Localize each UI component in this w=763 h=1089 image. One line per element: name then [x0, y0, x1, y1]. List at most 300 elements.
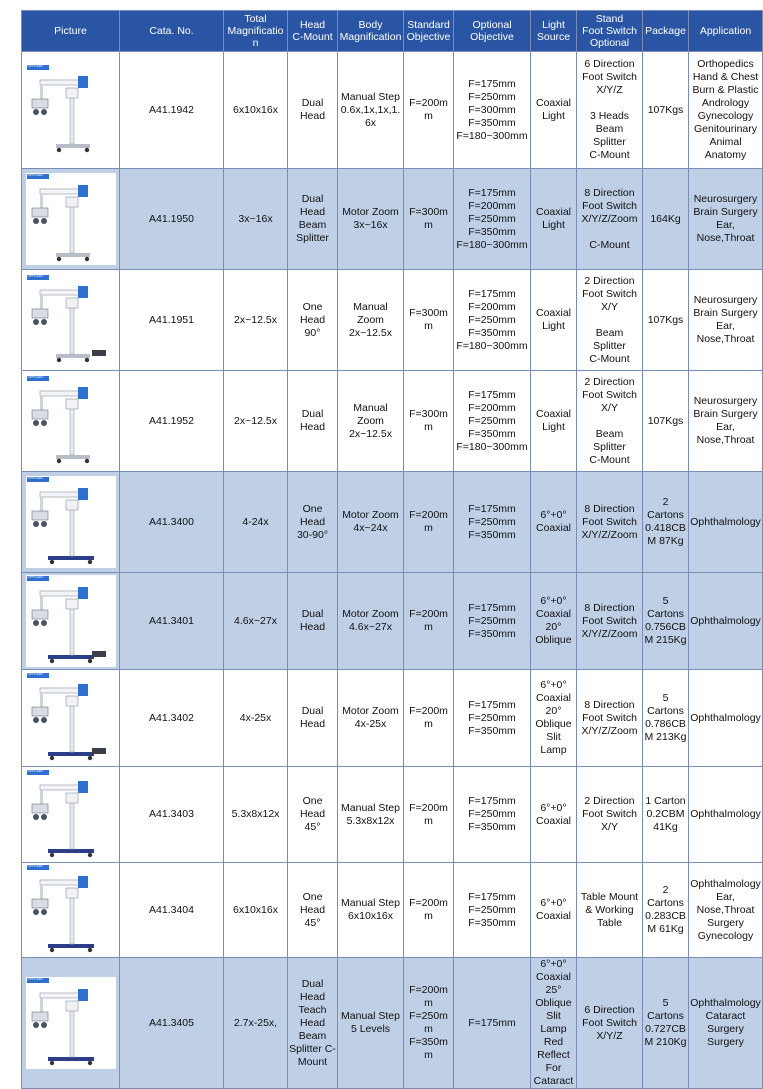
stand-foot-switch-text: Splitter: [593, 136, 626, 148]
stand-foot-switch-text: Table Mount: [580, 890, 639, 903]
application-text: Neurosurgery: [693, 294, 758, 306]
column-header-application: [689, 11, 763, 52]
stand-foot-switch-cell: [577, 169, 643, 270]
package-text: 107Kgs: [647, 103, 684, 116]
standard-objective-text: F=200mm: [409, 97, 448, 122]
cata-no-text: A41.3400: [149, 515, 194, 528]
total-magnification-text: 5.3x8x12x: [231, 808, 280, 820]
light-source-text: 6°+0°: [540, 897, 567, 909]
head-c-mount-text: One Head: [299, 795, 326, 820]
header-text: Foot Switch: [582, 25, 637, 37]
optional-objective-text: F=175mm: [468, 601, 516, 614]
body-magnification-cell: [338, 767, 404, 863]
body-magnification-text: Manual: [353, 401, 388, 414]
body-magnification-text: 4x-25x: [354, 718, 387, 730]
package-text: M 210Kg: [644, 1036, 687, 1048]
total-magnification-text: 2x~12.5x: [234, 414, 277, 427]
head-c-mount-text: Head: [299, 621, 326, 633]
light-source-cell: [531, 767, 577, 863]
header-text: Head: [299, 19, 326, 31]
application-text: Ophthalmology: [690, 997, 761, 1009]
standard-objective-cell: [404, 573, 454, 670]
standard-objective-text: F=200mm: [409, 984, 448, 1009]
brand-label: OPTO-EDU: [27, 64, 44, 68]
column-header-optional-objective: [454, 11, 531, 52]
cata-no-text: A41.1952: [149, 414, 194, 427]
application-cell: [689, 270, 763, 371]
picture-cell: [22, 52, 120, 169]
body-magnification-text: 5 Levels: [350, 1023, 391, 1035]
application-text: Ophthalmology: [690, 515, 761, 528]
stand-foot-switch-text: C-Mount: [589, 453, 630, 466]
body-magnification-text: 4x~24x: [353, 522, 388, 534]
column-header-head-c-mount: [288, 11, 338, 52]
light-source-cell: [531, 670, 577, 767]
stand-foot-switch-text: C-Mount: [589, 149, 630, 161]
application-text: Burn & Plastic: [692, 84, 759, 96]
light-source-text: Light: [542, 421, 565, 433]
optional-objective-text: F=350mm: [468, 326, 516, 339]
body-magnification-cell: [338, 670, 404, 767]
stand-foot-switch-text: Foot Switch: [582, 287, 637, 300]
head-c-mount-cell: [288, 371, 338, 472]
body-magnification-text: Zoom: [357, 313, 384, 326]
head-c-mount-text: Dual: [301, 97, 324, 109]
header-text: Cata. No.: [149, 25, 194, 37]
light-source-text: Coaxial: [535, 206, 572, 218]
column-header-body-magnification: [338, 11, 404, 52]
body-magnification-cell: [338, 270, 404, 371]
brand-label: OPTO-EDU: [27, 977, 44, 981]
light-source-cell: [531, 472, 577, 573]
header-text: Stand: [595, 13, 624, 25]
body-magnification-text: Manual Step: [341, 897, 400, 909]
column-header-package: [643, 11, 689, 52]
body-magnification-text: Motor Zoom: [342, 206, 399, 218]
light-source-text: 20°: [545, 705, 562, 717]
light-source-text: 6°+0°: [540, 509, 567, 521]
table-body: [22, 52, 763, 1089]
body-magnification-text: Manual: [353, 300, 388, 313]
body-magnification-cell: [338, 958, 404, 1089]
optional-objective-text: F=175mm: [468, 388, 516, 401]
cata-no-text: A41.3405: [149, 1016, 194, 1029]
stand-foot-switch-cell: [577, 670, 643, 767]
application-text: Orthopedics: [697, 58, 754, 70]
microscope-photo: [26, 575, 116, 667]
cata-no-text: A41.3401: [149, 614, 194, 627]
package-text: 41Kg: [653, 821, 678, 833]
table-row: [22, 863, 763, 958]
optional-objective-text: F=180~300mm: [456, 238, 528, 251]
standard-objective-text: F=200mm: [409, 705, 448, 730]
stand-foot-switch-text: Foot Switch: [582, 711, 637, 724]
standard-objective-cell: [404, 52, 454, 169]
application-text: Brain Surgery: [693, 408, 758, 420]
body-magnification-text: 0.6x,1x,1x,1.: [340, 103, 401, 116]
application-text: Ear,: [716, 890, 735, 903]
cata-no-text: A41.1950: [149, 212, 194, 225]
optional-objective-text: F=250mm: [468, 808, 516, 820]
total-magnification-cell: [224, 270, 288, 371]
application-text: Ophthalmology: [690, 614, 761, 627]
package-cell: [643, 472, 689, 573]
cata-no-text: A41.3402: [149, 711, 194, 724]
package-cell: [643, 863, 689, 958]
stand-foot-switch-text: X/Y: [601, 821, 618, 833]
cata-no-text: A41.1942: [149, 103, 194, 116]
light-source-text: Red: [543, 1036, 564, 1048]
light-source-text: Oblique: [535, 634, 572, 646]
optional-objective-cell: [454, 472, 531, 573]
stand-foot-switch-text: Foot Switch: [582, 388, 637, 401]
optional-objective-text: F=250mm: [468, 90, 516, 103]
table-row: [22, 573, 763, 670]
application-text: Ear,: [716, 320, 735, 332]
stand-foot-switch-text: 8 Direction: [584, 502, 635, 515]
application-cell: [689, 169, 763, 270]
optional-objective-text: F=250mm: [468, 711, 516, 724]
optional-objective-cell: [454, 371, 531, 472]
standard-objective-text: F=200mm: [409, 897, 448, 922]
header-text: Package: [645, 25, 686, 37]
application-text: Gynecology: [697, 110, 754, 122]
package-text: 164Kg: [650, 212, 681, 225]
light-source-text: Light: [542, 320, 565, 332]
application-text: Ear,: [716, 421, 735, 433]
brand-label: OPTO-EDU: [27, 575, 44, 579]
standard-objective-text: F=200mm: [409, 509, 448, 534]
optional-objective-cell: [454, 270, 531, 371]
application-text: Surgery: [707, 1023, 744, 1035]
head-c-mount-cell: [288, 767, 338, 863]
light-source-text: 6°+0°: [540, 679, 567, 691]
total-magnification-text: 2.7x-25x,: [233, 1016, 278, 1029]
stand-foot-switch-text: X/Y/Z/Zoom: [581, 528, 638, 541]
standard-objective-cell: [404, 169, 454, 270]
application-text: Nose,Throat: [696, 434, 755, 446]
head-c-mount-cell: [288, 270, 338, 371]
brand-label: OPTO-EDU: [27, 476, 44, 480]
body-magnification-text: 6x10x16x: [348, 910, 393, 922]
application-text: Hand & Chest: [692, 71, 759, 83]
column-header-stand-foot-switch: [577, 11, 643, 52]
application-cell: [689, 863, 763, 958]
stand-foot-switch-text: [578, 415, 641, 428]
cata-no-cell: [120, 472, 224, 573]
package-text: 0.756CB: [645, 621, 686, 633]
cata-no-cell: [120, 270, 224, 371]
total-magnification-text: 4x-25x: [239, 711, 272, 724]
standard-objective-text: F=200mm: [409, 801, 448, 827]
application-cell: [689, 958, 763, 1089]
microscope-photo: [26, 672, 116, 764]
stand-foot-switch-text: X/Y/Z: [596, 84, 623, 96]
cata-no-cell: [120, 52, 224, 169]
application-text: Cataract: [705, 1010, 746, 1022]
optional-objective-text: F=350mm: [468, 724, 516, 737]
stand-foot-switch-text: Foot Switch: [582, 515, 637, 528]
optional-objective-text: F=180~300mm: [456, 129, 528, 142]
package-text: M 213Kg: [644, 731, 687, 743]
light-source-text: Coaxial: [535, 522, 572, 534]
stand-foot-switch-text: C-Mount: [589, 238, 630, 251]
stand-foot-switch-text: X/Y: [601, 401, 618, 414]
light-source-text: 6°+0°: [540, 801, 567, 814]
optional-objective-text: F=175mm: [468, 890, 516, 903]
stand-foot-switch-text: X/Y/Z/Zoom: [581, 627, 638, 640]
body-magnification-text: Motor Zoom: [342, 705, 399, 717]
header-text: Objective: [406, 31, 451, 43]
package-text: Cartons: [647, 897, 684, 909]
optional-objective-text: F=250mm: [468, 515, 516, 528]
optional-objective-text: F=200mm: [468, 300, 516, 313]
head-c-mount-cell: [288, 958, 338, 1089]
head-c-mount-text: Head: [299, 990, 326, 1003]
body-magnification-text: Manual Step: [341, 90, 400, 103]
spec-sheet: [21, 10, 763, 1089]
stand-foot-switch-text: 6 Direction: [584, 58, 635, 70]
package-cell: [643, 958, 689, 1089]
light-source-text: 6°+0°: [540, 595, 567, 607]
application-text: Nose,Throat: [696, 232, 755, 244]
picture-cell: [22, 958, 120, 1089]
body-magnification-cell: [338, 371, 404, 472]
application-text: Surgery: [707, 916, 744, 929]
standard-objective-text: F=300mm: [409, 307, 448, 332]
light-source-text: Coaxial: [535, 971, 572, 983]
table-row: [22, 958, 763, 1089]
package-cell: [643, 573, 689, 670]
stand-foot-switch-text: Splitter: [593, 339, 626, 352]
package-text: 0.418CB: [645, 522, 686, 534]
stand-foot-switch-text: 2 Direction: [584, 795, 635, 807]
total-magnification-cell: [224, 863, 288, 958]
stand-foot-switch-cell: [577, 767, 643, 863]
microscope-photo: [26, 769, 116, 861]
body-magnification-text: Manual Step: [341, 801, 400, 814]
stand-foot-switch-text: 3 Heads: [589, 110, 630, 122]
column-header-standard-objective: [404, 11, 454, 52]
table-row: [22, 169, 763, 270]
total-magnification-text: 4-24x: [242, 515, 269, 528]
package-text: 5: [662, 997, 669, 1009]
light-source-cell: [531, 52, 577, 169]
package-text: 0.2CBM: [646, 808, 685, 820]
brand-label: OPTO-EDU: [27, 375, 44, 379]
package-text: Cartons: [647, 509, 684, 521]
stand-foot-switch-cell: [577, 371, 643, 472]
table-row: [22, 670, 763, 767]
application-text: Neurosurgery: [693, 193, 758, 205]
package-text: 5: [662, 595, 669, 607]
stand-foot-switch-text: 2 Direction: [584, 274, 635, 287]
stand-foot-switch-text: X/Y: [601, 300, 618, 313]
stand-foot-switch-text: 8 Direction: [584, 186, 635, 199]
brand-label: OPTO-EDU: [27, 173, 44, 177]
optional-objective-text: F=350mm: [468, 916, 516, 929]
picture-cell: [22, 169, 120, 270]
head-c-mount-text: Dual: [301, 408, 324, 420]
light-source-text: Coaxial: [535, 910, 572, 922]
package-cell: [643, 52, 689, 169]
microscope-photo: [26, 64, 116, 156]
head-c-mount-text: 30-90°: [296, 528, 329, 541]
cata-no-cell: [120, 371, 224, 472]
optional-objective-text: F=250mm: [468, 614, 516, 627]
standard-objective-text: F=350mm: [409, 1036, 448, 1061]
light-source-text: Oblique: [535, 997, 572, 1009]
header-text: Body: [358, 19, 383, 31]
optional-objective-text: F=175mm: [468, 77, 516, 90]
body-magnification-text: Manual Step: [341, 1010, 400, 1022]
stand-foot-switch-text: 8 Direction: [584, 698, 635, 711]
stand-foot-switch-cell: [577, 52, 643, 169]
cata-no-cell: [120, 573, 224, 670]
stand-foot-switch-text: [578, 314, 641, 327]
body-magnification-cell: [338, 472, 404, 573]
package-cell: [643, 270, 689, 371]
brand-label: OPTO-EDU: [27, 768, 44, 773]
head-c-mount-text: Dual: [301, 193, 324, 205]
standard-objective-text: F=300mm: [409, 408, 448, 433]
package-text: Cartons: [647, 705, 684, 717]
total-magnification-cell: [224, 169, 288, 270]
picture-cell: [22, 573, 120, 670]
optional-objective-text: F=350mm: [468, 116, 516, 129]
light-source-cell: [531, 573, 577, 670]
light-source-text: Coaxial: [535, 408, 572, 420]
optional-objective-cell: [454, 169, 531, 270]
body-magnification-text: Zoom: [357, 414, 384, 427]
application-text: Brain Surgery: [693, 206, 758, 218]
column-header-light-source: [531, 11, 577, 52]
stand-foot-switch-cell: [577, 270, 643, 371]
optional-objective-text: F=250mm: [468, 212, 516, 225]
light-source-text: Slit Lamp: [540, 1010, 567, 1035]
cata-no-text: A41.3403: [149, 808, 194, 820]
header-text: Light: [542, 19, 565, 31]
stand-foot-switch-text: [578, 97, 641, 110]
standard-objective-text: F=250mm: [409, 1010, 448, 1035]
light-source-text: Coaxial: [535, 307, 572, 319]
optional-objective-text: F=175mm: [468, 502, 516, 515]
brand-label: OPTO-EDU: [27, 274, 44, 278]
header-text: Standard: [407, 19, 450, 31]
table-row: [22, 270, 763, 371]
picture-cell: [22, 371, 120, 472]
package-text: Cartons: [647, 1010, 684, 1022]
head-c-mount-text: Teach: [298, 1003, 327, 1016]
header-text: Optional: [589, 37, 630, 49]
picture-cell: [22, 270, 120, 371]
head-c-mount-text: 45°: [304, 821, 321, 833]
head-c-mount-text: Head: [299, 110, 326, 122]
head-c-mount-cell: [288, 863, 338, 958]
application-text: Surgery: [707, 1036, 744, 1048]
total-magnification-text: 2x~12.5x: [234, 313, 277, 326]
optional-objective-text: F=200mm: [468, 199, 516, 212]
total-magnification-text: 6x10x16x: [233, 903, 278, 916]
stand-foot-switch-text: & Working: [585, 903, 634, 916]
application-text: Ophthalmology: [690, 711, 761, 724]
application-text: Brain Surgery: [693, 307, 758, 319]
light-source-cell: [531, 863, 577, 958]
optional-objective-cell: [454, 863, 531, 958]
optional-objective-text: F=175mm: [468, 186, 516, 199]
brand-label: OPTO-EDU: [27, 864, 44, 868]
stand-foot-switch-text: Foot Switch: [582, 614, 637, 627]
light-source-text: 25°: [545, 984, 562, 996]
cata-no-cell: [120, 863, 224, 958]
body-magnification-cell: [338, 52, 404, 169]
head-c-mount-text: One Head: [299, 502, 326, 528]
optional-objective-text: F=350mm: [468, 821, 516, 833]
application-text: Genitourinary: [693, 123, 758, 135]
optional-objective-text: F=175mm: [468, 698, 516, 711]
package-text: 0.283CB: [645, 910, 686, 922]
head-c-mount-text: Dual: [301, 608, 324, 620]
cata-no-cell: [120, 169, 224, 270]
stand-foot-switch-cell: [577, 472, 643, 573]
total-magnification-cell: [224, 573, 288, 670]
table-row: [22, 472, 763, 573]
stand-foot-switch-text: 2 Direction: [584, 375, 635, 388]
picture-cell: [22, 670, 120, 767]
light-source-text: Light: [542, 219, 565, 231]
head-c-mount-text: One Head: [299, 300, 326, 326]
package-text: 1 Carton: [645, 795, 686, 807]
head-c-mount-text: Head: [299, 718, 326, 730]
package-text: M 215Kg: [644, 634, 687, 646]
light-source-text: Light: [542, 110, 565, 122]
microscope-photo: [26, 173, 116, 265]
light-source-text: Coaxial: [535, 692, 572, 704]
application-text: Ophthalmology: [690, 808, 761, 820]
stand-foot-switch-cell: [577, 958, 643, 1089]
head-c-mount-text: 45°: [304, 916, 321, 929]
table-row: [22, 371, 763, 472]
stand-foot-switch-text: Foot Switch: [582, 808, 637, 820]
package-text: 2: [662, 496, 669, 508]
body-magnification-text: Motor Zoom: [342, 608, 399, 620]
optional-objective-text: F=200mm: [468, 401, 516, 414]
optional-objective-text: F=250mm: [468, 903, 516, 916]
optional-objective-text: F=350mm: [468, 627, 516, 640]
head-c-mount-cell: [288, 472, 338, 573]
brand-label: OPTO-EDU: [27, 672, 44, 676]
total-magnification-text: 3x~16x: [238, 212, 273, 225]
body-magnification-cell: [338, 573, 404, 670]
total-magnification-cell: [224, 958, 288, 1089]
application-text: Animal: [709, 136, 742, 148]
stand-foot-switch-text: X/Y/Z/Zoom: [581, 724, 638, 737]
microscope-photo: [26, 476, 116, 568]
total-magnification-cell: [224, 52, 288, 169]
light-source-cell: [531, 169, 577, 270]
head-c-mount-text: Beam: [298, 1029, 327, 1042]
application-cell: [689, 472, 763, 573]
cata-no-text: A41.1951: [149, 313, 194, 326]
total-magnification-text: 6x10x16x: [233, 103, 278, 116]
microscope-photo: [26, 274, 116, 366]
package-cell: [643, 670, 689, 767]
stand-foot-switch-cell: [577, 863, 643, 958]
package-text: 107Kgs: [647, 313, 684, 326]
optional-objective-text: F=250mm: [468, 313, 516, 326]
head-c-mount-text: Dual: [301, 977, 324, 990]
application-text: Nose,Throat: [696, 333, 755, 345]
